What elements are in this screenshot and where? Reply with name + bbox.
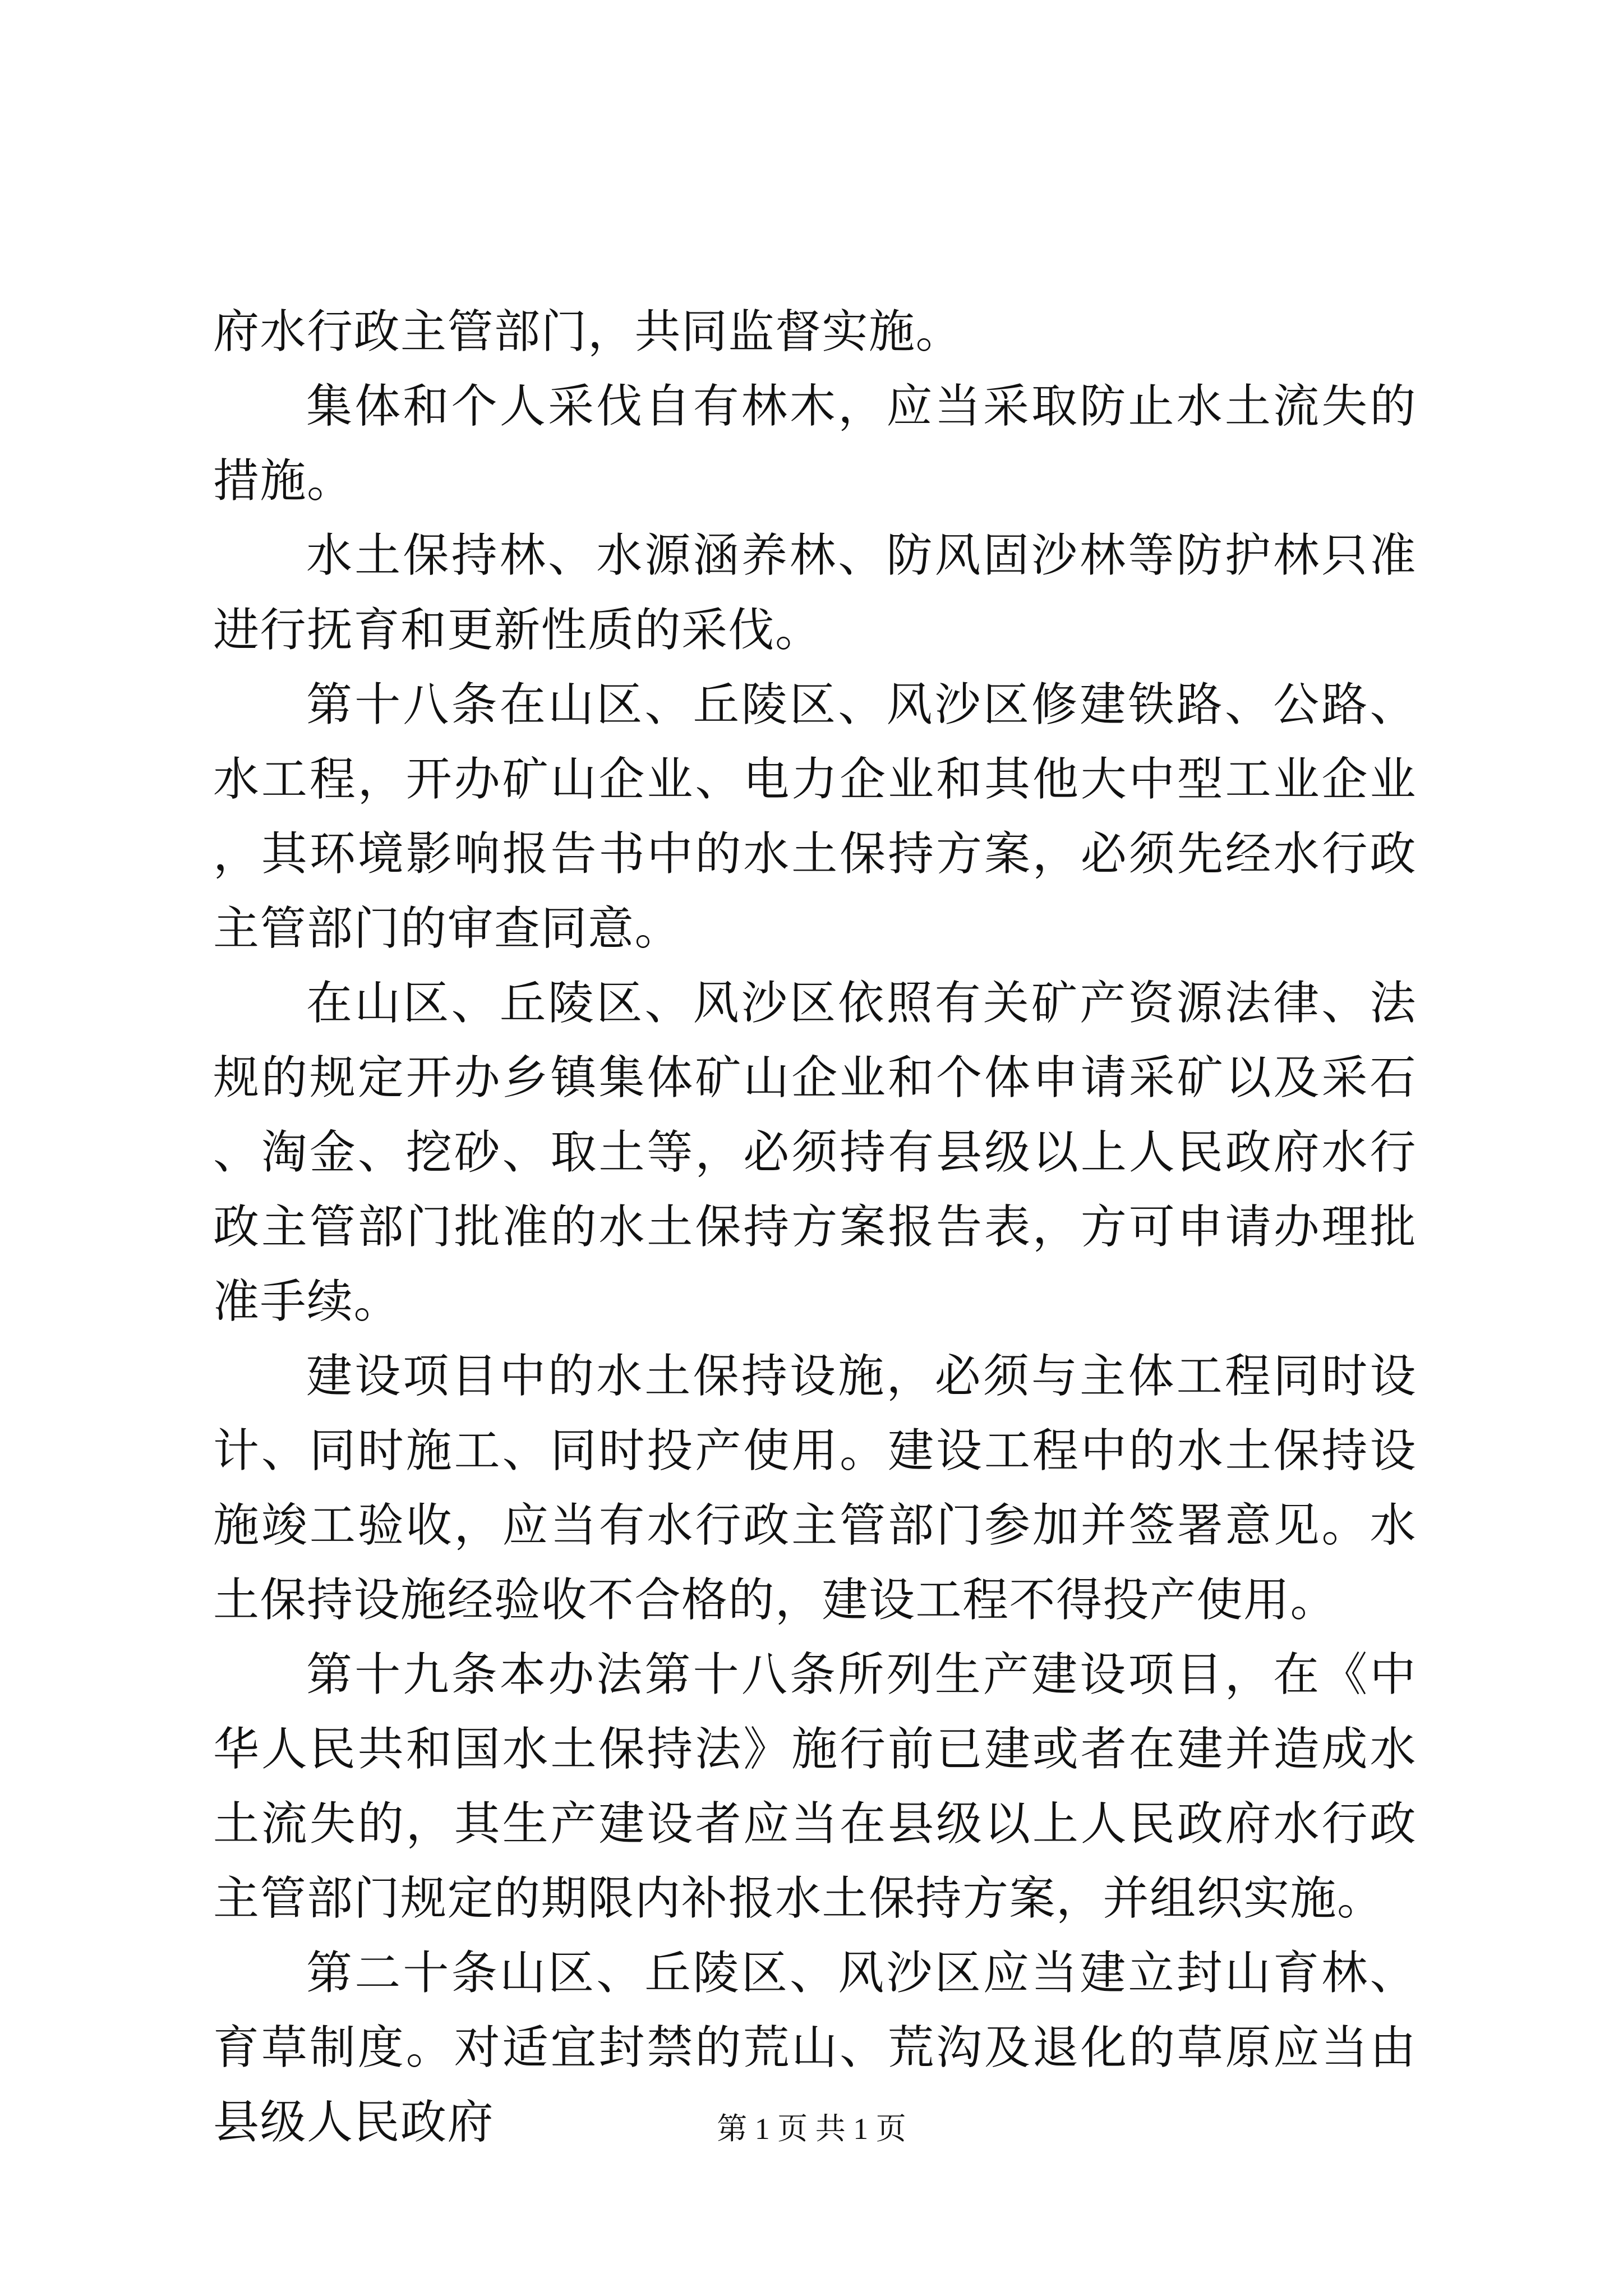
paragraph: 集体和个人采伐自有林木，应当采取防止水土流失的措施。 <box>213 380 1417 508</box>
paragraph: 水土保持林、水源涵养林、防风固沙林等防护林只准进行抚育和更新性质的采伐。 <box>213 529 1417 657</box>
paragraph: 在山区、丘陵区、风沙区依照有关矿产资源法律、法规的规定开办乡镇集体矿山企业和个体申请采矿以及采石、淘金、挖砂、取土等，必须持有县级以上人民政府水行政主管部门批准的水土保持方案报告表，方可申请办理批准手续。 <box>213 977 1417 1328</box>
page-footer <box>0 2109 1623 2148</box>
paragraph-article-20: 第二十条山区、丘陵区、风沙区应当建立封山育林、育草制度。对适宜封禁的荒山、荒沟及退化的草原应当由县级人民政府 <box>213 1947 1417 2149</box>
paragraph: 建设项目中的水土保持设施，必须与主体工程同时设计、同时施工、同时投产使用。建设工程中的水土保持设施竣工验收，应当有水行政主管部门参加并签署意见。水土保持设施经验收不合格的，建设工程不得投产使用。 <box>213 1350 1417 1627</box>
page-indicator: 第 1 页 共 1 页 <box>717 2112 906 2146</box>
paragraph-article-18: 第十八条在山区、丘陵区、风沙区修建铁路、公路、水工程，开办矿山企业、电力企业和其他大中型工业企业，其环境影响报告书中的水土保持方案，必须先经水行政主管部门的审查同意。 <box>213 678 1417 955</box>
paragraph-article-19: 第十九条本办法第十八条所列生产建设项目，在《中华人民共和国水土保持法》施行前已建或者在建并造成水土流失的，其生产建设者应当在县级以上人民政府水行政主管部门规定的期限内补报水土保持方案，并组织实施。 <box>213 1648 1417 1925</box>
paragraph-continuation: 府水行政主管部门，共同监督实施。 <box>213 305 963 358</box>
document-body <box>213 295 1417 2160</box>
